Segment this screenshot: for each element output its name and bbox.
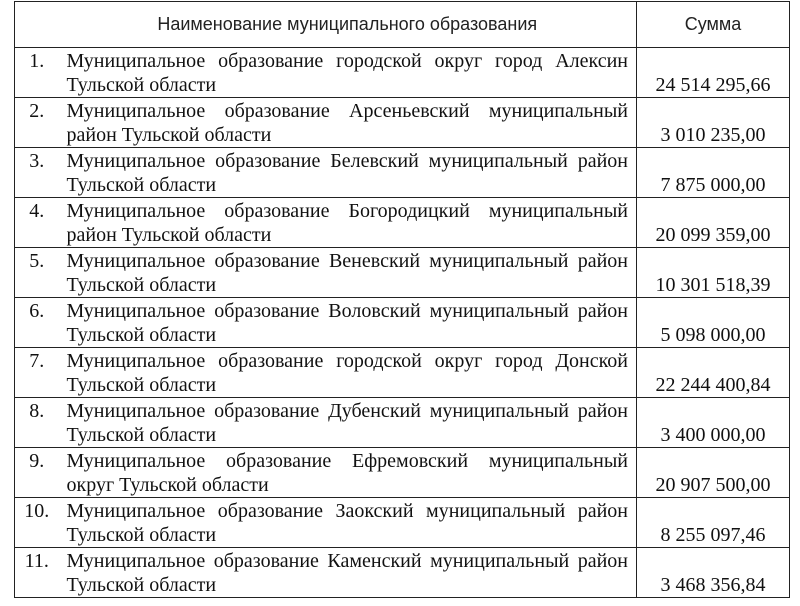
row-sum: 3 468 356,84 <box>637 548 790 598</box>
table-row <box>15 398 790 448</box>
table-row <box>15 548 790 598</box>
row-name <box>59 398 637 448</box>
row-name <box>59 248 637 298</box>
row-name-line-1: Муниципальное образование Воловский муниципальный район <box>66 300 628 322</box>
row-number: 4. <box>15 198 59 248</box>
table-row <box>15 148 790 198</box>
row-name-line-2: район Тульской области <box>66 124 272 146</box>
header-number-cell <box>15 2 59 48</box>
row-sum: 8 255 097,46 <box>637 498 790 548</box>
row-name <box>59 548 637 598</box>
row-name-line-1: Муниципальное образование Дубенский муниципальный район <box>66 400 628 422</box>
row-number: 5. <box>15 248 59 298</box>
row-sum: 22 244 400,84 <box>637 348 790 398</box>
row-name-line-1: Муниципальное образование Веневский муниципальный район <box>66 250 628 272</box>
row-name-line-2: Тульской области <box>66 524 217 546</box>
row-sum: 3 010 235,00 <box>637 98 790 148</box>
row-name-line-1: Муниципальное образование Белевский муниципальный район <box>66 150 628 172</box>
row-name-line-2: Тульской области <box>66 324 217 346</box>
row-number: 3. <box>15 148 59 198</box>
header-name: Наименование муниципального образования <box>59 2 637 48</box>
row-name-line-2: Тульской области <box>66 424 217 446</box>
table-row <box>15 498 790 548</box>
row-name-line-1: Муниципальное образование Богородицкий муниципальный <box>66 200 628 222</box>
table-row <box>15 248 790 298</box>
row-name-line-1: Муниципальное образование Арсеньевский муниципальный <box>66 100 628 122</box>
row-name <box>59 348 637 398</box>
municipal-sums-table <box>14 1 790 598</box>
row-number: 1. <box>15 48 59 98</box>
row-name-line-1: Муниципальное образование Каменский муниципальный район <box>66 550 628 572</box>
table-row <box>15 448 790 498</box>
table-row <box>15 198 790 248</box>
row-name-line-2: округ Тульской области <box>66 474 269 496</box>
row-name-line-1: Муниципальное образование Ефремовский муниципальный <box>66 450 628 472</box>
row-name-line-1: Муниципальное образование Заокский муниципальный район <box>66 500 628 522</box>
row-name-line-2: Тульской области <box>66 574 217 596</box>
header-sum: Сумма <box>637 2 790 48</box>
row-name <box>59 148 637 198</box>
row-sum: 24 514 295,66 <box>637 48 790 98</box>
row-number: 9. <box>15 448 59 498</box>
table-row <box>15 98 790 148</box>
row-number: 2. <box>15 98 59 148</box>
row-sum: 10 301 518,39 <box>637 248 790 298</box>
row-name-line-2: район Тульской области <box>66 224 272 246</box>
table-row <box>15 48 790 98</box>
table-row <box>15 348 790 398</box>
header-row <box>15 2 790 48</box>
row-name <box>59 448 637 498</box>
table-row <box>15 298 790 348</box>
row-number: 6. <box>15 298 59 348</box>
row-name <box>59 198 637 248</box>
row-number: 8. <box>15 398 59 448</box>
row-name <box>59 48 637 98</box>
row-name-line-2: Тульской области <box>66 74 217 96</box>
row-sum: 20 907 500,00 <box>637 448 790 498</box>
row-name-line-2: Тульской области <box>66 174 217 196</box>
row-name <box>59 298 637 348</box>
row-sum: 5 098 000,00 <box>637 298 790 348</box>
row-name-line-2: Тульской области <box>66 274 217 296</box>
row-number: 11. <box>15 548 59 598</box>
row-number: 7. <box>15 348 59 398</box>
row-name <box>59 98 637 148</box>
row-sum: 3 400 000,00 <box>637 398 790 448</box>
row-sum: 20 099 359,00 <box>637 198 790 248</box>
row-number: 10. <box>15 498 59 548</box>
row-name-line-2: Тульской области <box>66 374 217 396</box>
row-name-line-1: Муниципальное образование городской округ город Донской <box>66 350 628 372</box>
row-sum: 7 875 000,00 <box>637 148 790 198</box>
row-name-line-1: Муниципальное образование городской округ город Алексин <box>66 50 628 72</box>
row-name <box>59 498 637 548</box>
